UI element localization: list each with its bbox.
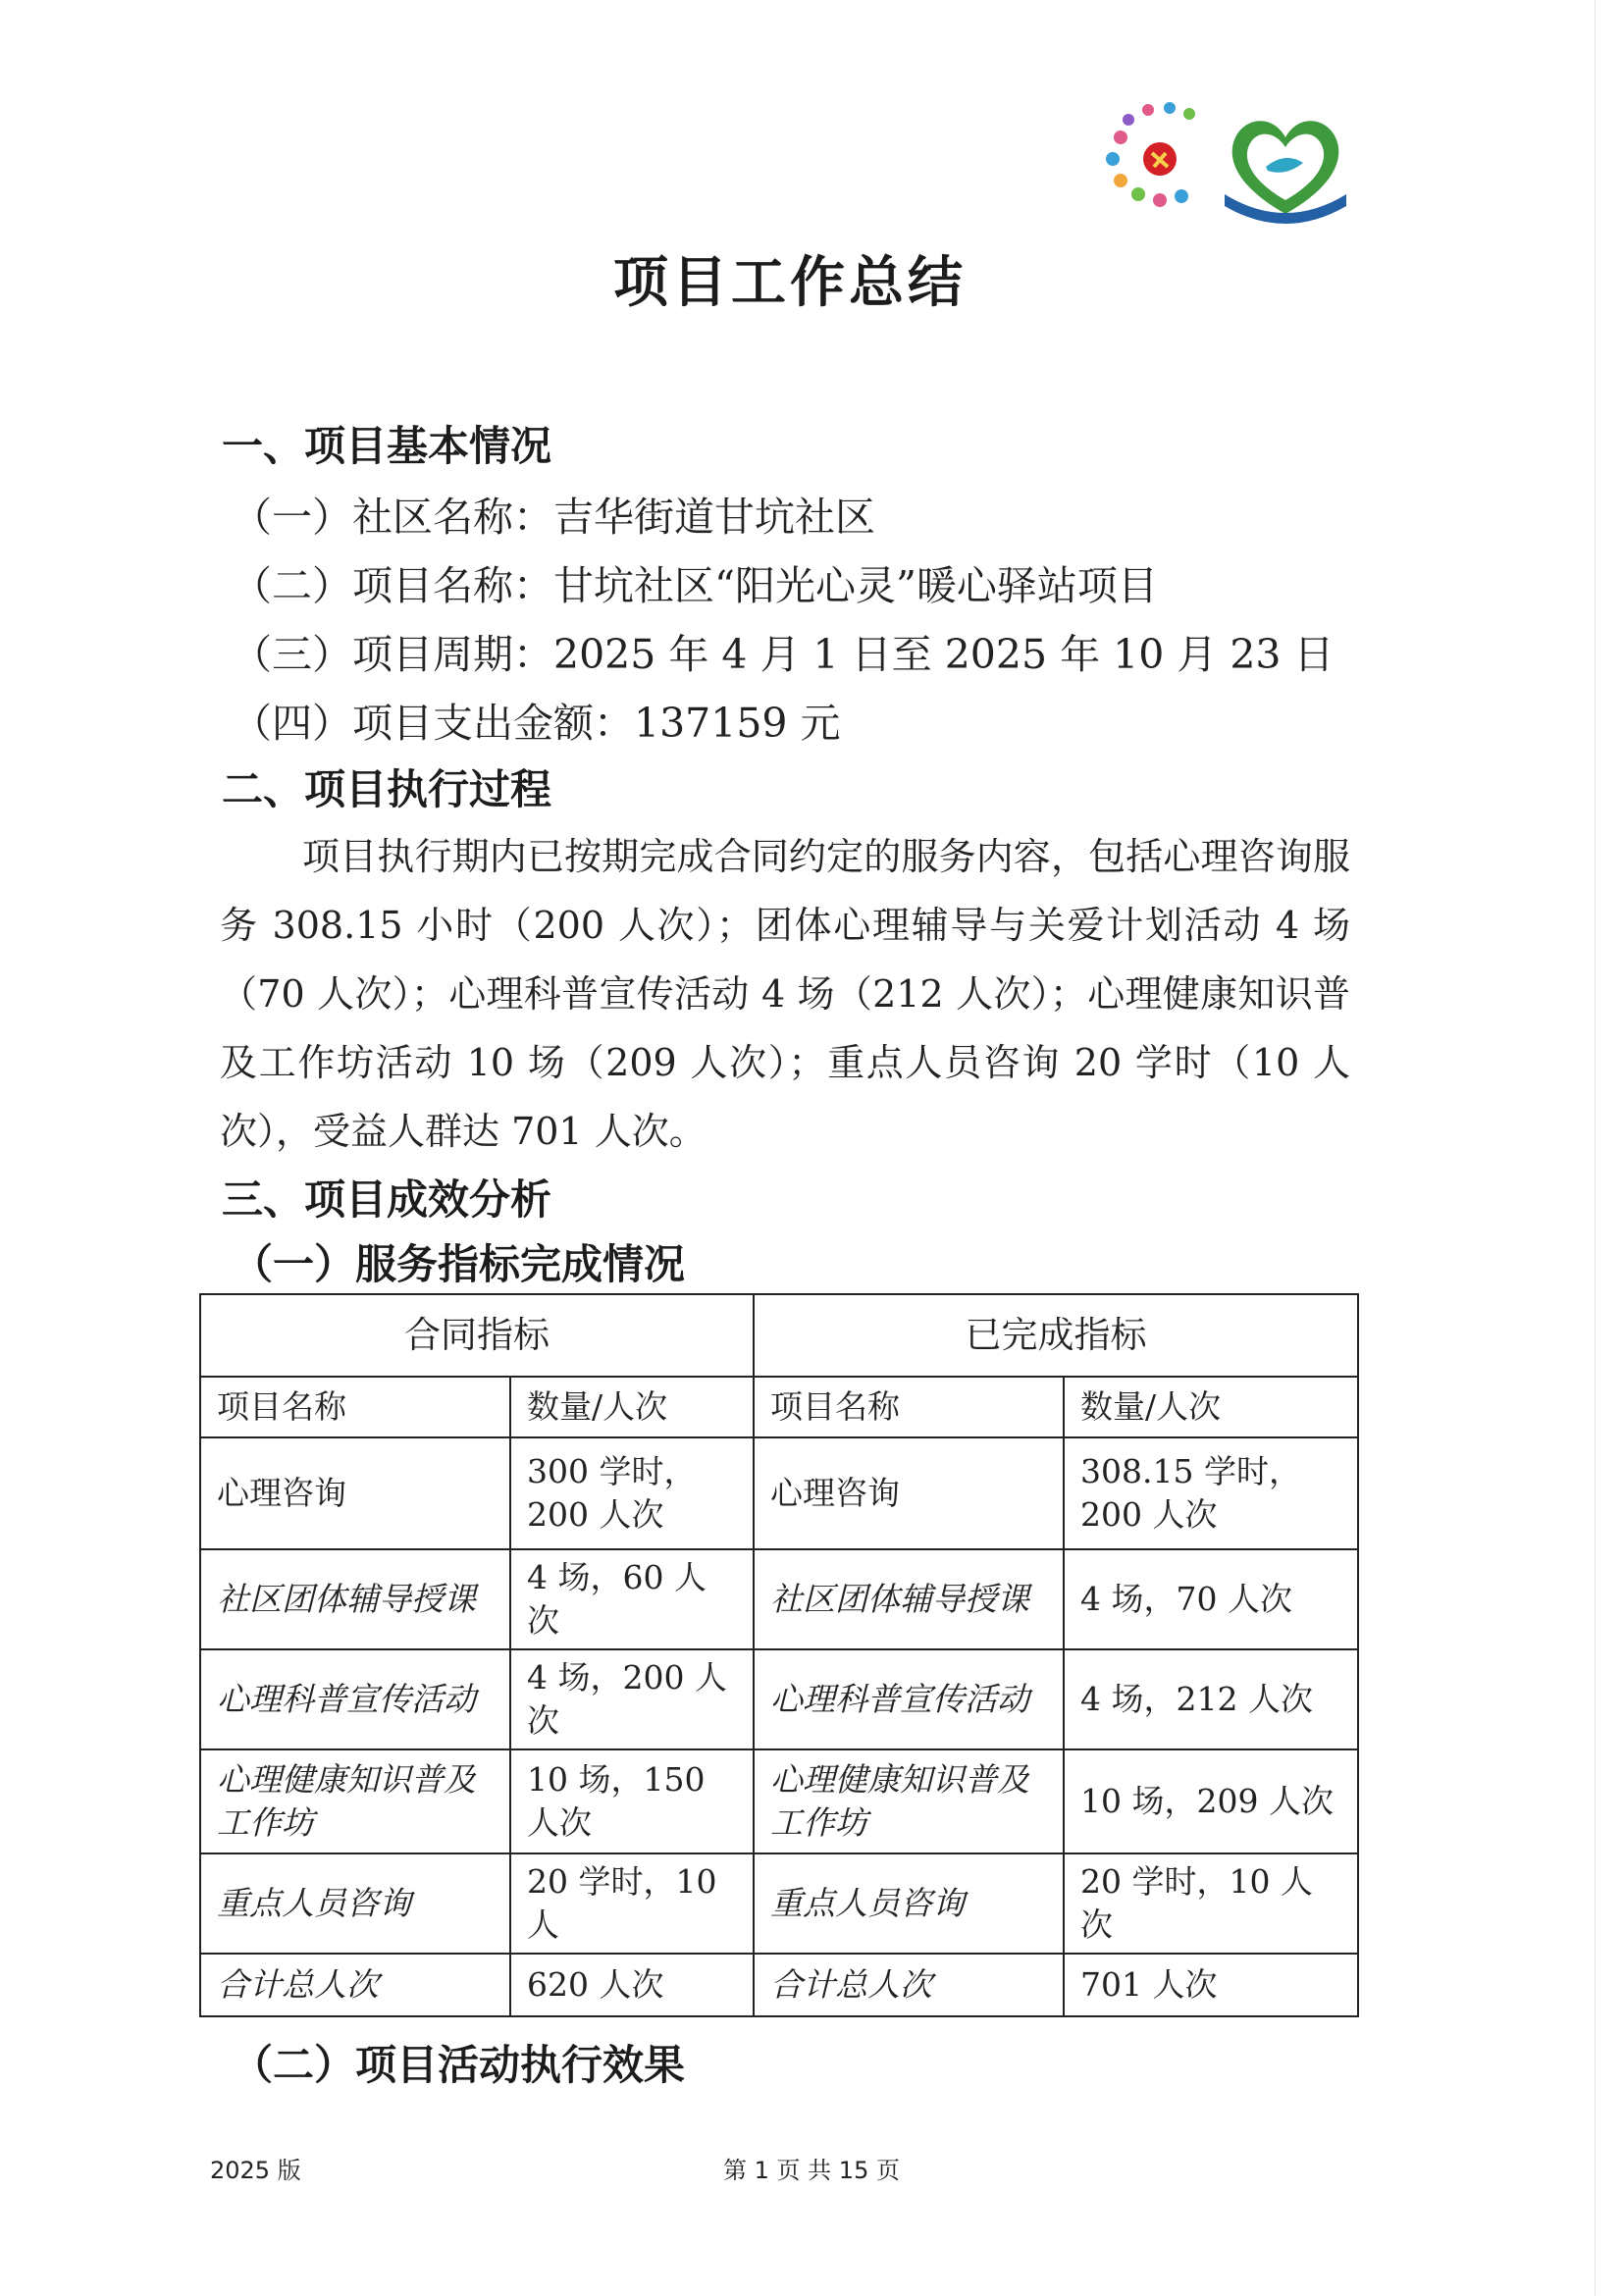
logo-graphics bbox=[1099, 98, 1354, 235]
table-cell: 社区团体辅导授课 bbox=[754, 1549, 1064, 1649]
table-col-header: 数量/人次 bbox=[1064, 1377, 1358, 1437]
table-col-header: 项目名称 bbox=[200, 1377, 510, 1437]
table-row bbox=[200, 1954, 1358, 2016]
table-cell: 10 场，150 人次 bbox=[510, 1749, 754, 1853]
table-cell: 20 学时，10 人 bbox=[510, 1853, 754, 1954]
table-cell: 4 场，212 人次 bbox=[1064, 1649, 1358, 1749]
minsheng-heart-logo bbox=[1225, 121, 1346, 224]
footer-version: 2025 版 bbox=[210, 2157, 301, 2184]
table-cell: 重点人员咨询 bbox=[200, 1853, 510, 1954]
table-cell: 心理咨询 bbox=[200, 1437, 510, 1549]
footer-page-number: 第 1 页 共 15 页 bbox=[723, 2157, 900, 2184]
table-cell: 10 场，209 人次 bbox=[1064, 1749, 1358, 1853]
info-item-community: （一）社区名称：吉华街道甘坑社区 bbox=[232, 494, 875, 541]
table-col-header: 数量/人次 bbox=[510, 1377, 754, 1437]
table-cell: 4 场，70 人次 bbox=[1064, 1549, 1358, 1649]
table-cell: 4 场，60 人次 bbox=[510, 1549, 754, 1649]
table-row bbox=[200, 1437, 1358, 1549]
table-cell: 心理科普宣传活动 bbox=[200, 1649, 510, 1749]
table-cell: 合计总人次 bbox=[754, 1954, 1064, 2016]
indicator-table bbox=[199, 1293, 1359, 2017]
table-row bbox=[200, 1749, 1358, 1853]
table-cell: 心理健康知识普及工作坊 bbox=[754, 1749, 1064, 1853]
table-row bbox=[200, 1853, 1358, 1954]
page-title: 项目工作总结 bbox=[613, 251, 967, 315]
subsection-heading-indicators: （一）服务指标完成情况 bbox=[232, 1240, 686, 1288]
table-cell: 重点人员咨询 bbox=[754, 1853, 1064, 1954]
info-item-expense: （四）项目支出金额：137159 元 bbox=[232, 700, 841, 747]
table-group-header-completed: 已完成指标 bbox=[754, 1294, 1358, 1377]
table-row bbox=[200, 1649, 1358, 1749]
table-cell: 701 人次 bbox=[1064, 1954, 1358, 2016]
table-group-header-contract: 合同指标 bbox=[200, 1294, 754, 1377]
table-col-header: 项目名称 bbox=[754, 1377, 1064, 1437]
logo-group bbox=[1099, 98, 1354, 235]
section-heading-analysis: 三、项目成效分析 bbox=[222, 1175, 552, 1224]
section-heading-execution: 二、项目执行过程 bbox=[222, 765, 552, 813]
table-cell: 300 学时，200 人次 bbox=[510, 1437, 754, 1549]
table-cell: 20 学时，10 人次 bbox=[1064, 1853, 1358, 1954]
section-heading-basic-info: 一、项目基本情况 bbox=[222, 422, 552, 470]
table-cell: 合计总人次 bbox=[200, 1954, 510, 2016]
info-item-project-name: （二）项目名称：甘坑社区“阳光心灵”暖心驿站项目 bbox=[232, 562, 1158, 609]
info-item-period: （三）项目周期：2025 年 4 月 1 日至 2025 年 10 月 23 日 bbox=[232, 631, 1335, 678]
page-edge-line bbox=[1595, 0, 1596, 2296]
table-cell: 心理科普宣传活动 bbox=[754, 1649, 1064, 1749]
table-cell: 4 场，200 人次 bbox=[510, 1649, 754, 1749]
table-cell: 心理咨询 bbox=[754, 1437, 1064, 1549]
table-cell: 社区团体辅导授课 bbox=[200, 1549, 510, 1649]
table-group-header-row bbox=[200, 1294, 1358, 1377]
table-cell: 620 人次 bbox=[510, 1954, 754, 2016]
execution-paragraph: 项目执行期内已按期完成合同约定的服务内容，包括心理咨询服务 308.15 小时（200 人次）；团体心理辅导与关爱计划活动 4 场（70 人次）；心理科普宣传活动 4 场（212 人次）；心理健康知识普及工作坊活动 10 场（209 人次）；重点人员咨询 20 学时（10 人次），受益人群达 701 人次。 bbox=[220, 835, 1350, 1153]
subsection-heading-activity-effect: （二）项目活动执行效果 bbox=[232, 2041, 686, 2089]
table-cell: 308.15 学时，200 人次 bbox=[1064, 1437, 1358, 1549]
table-row bbox=[200, 1549, 1358, 1649]
community-flower-logo bbox=[1106, 102, 1195, 207]
table-column-header-row bbox=[200, 1377, 1358, 1437]
table-cell: 心理健康知识普及工作坊 bbox=[200, 1749, 510, 1853]
